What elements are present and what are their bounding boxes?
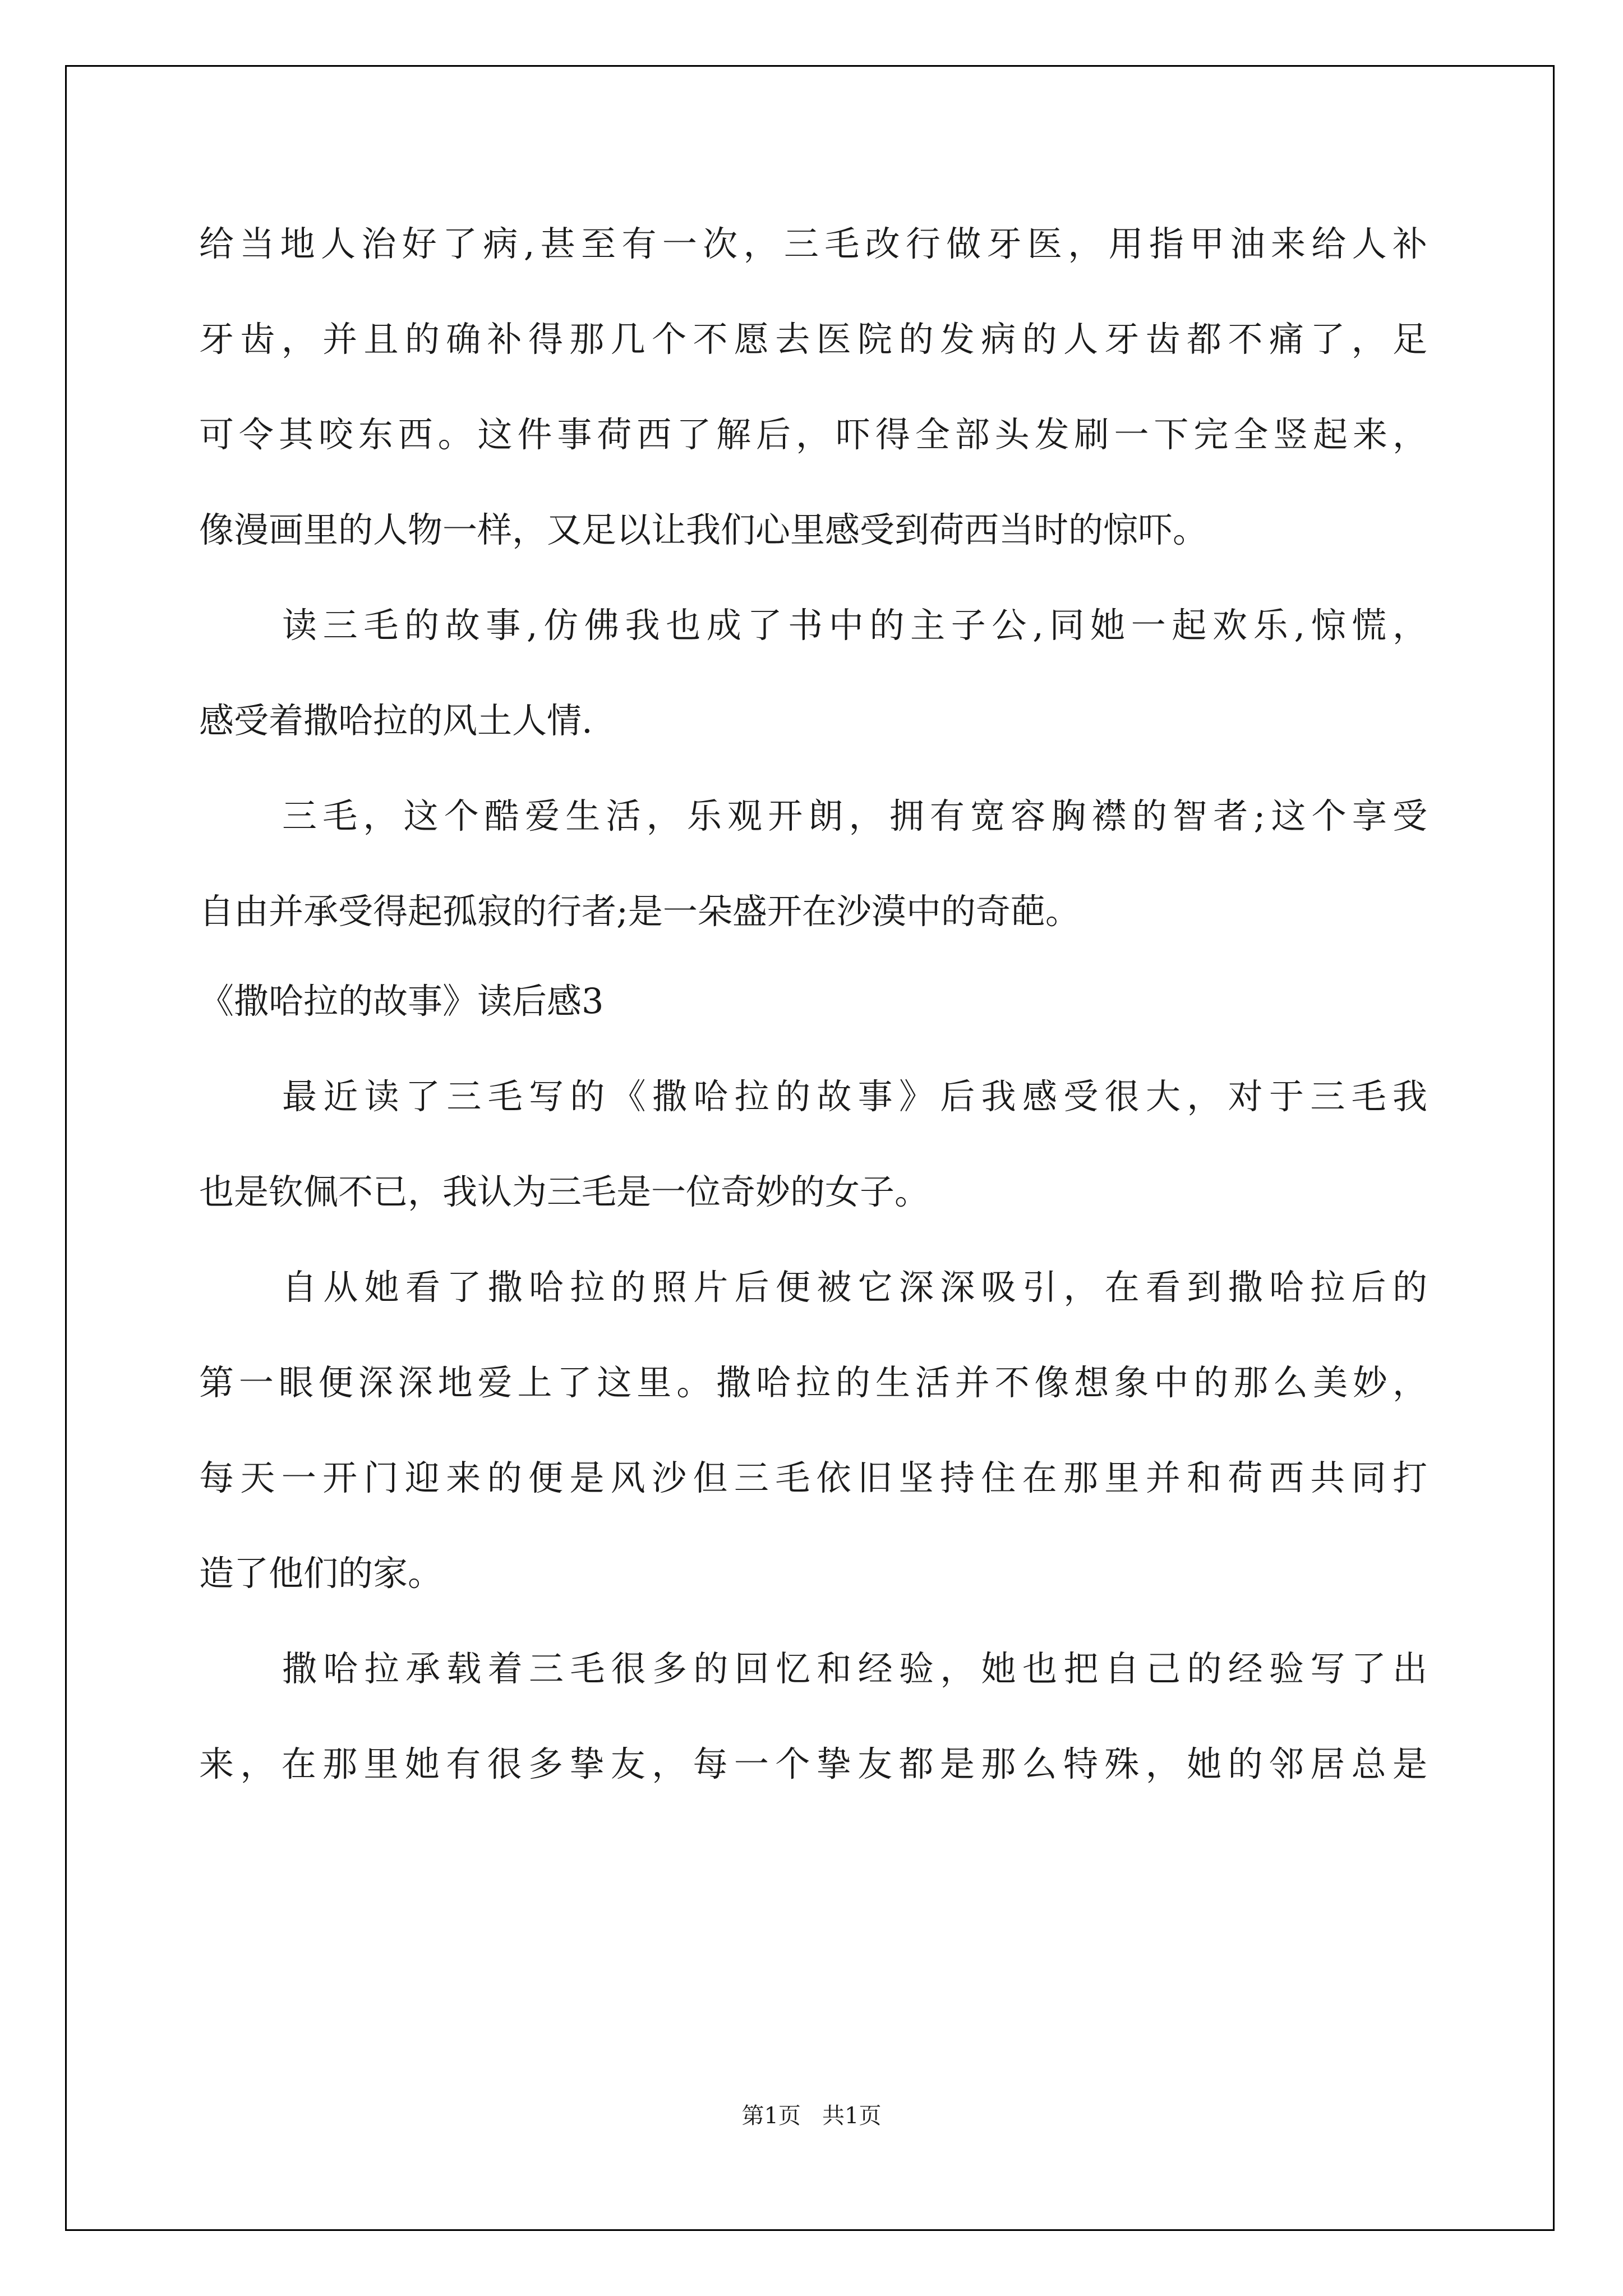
text-line: 也是钦佩不已，我认为三毛是一位奇妙的女子。 <box>199 1171 930 1212</box>
text-line: 自由并承受得起孤寂的行者;是一朵盛开在沙漠中的奇葩。 <box>199 891 1080 932</box>
page-border <box>65 65 1555 2231</box>
text-line: 造了他们的家。 <box>199 1553 443 1594</box>
paragraph-start-line: 三毛，这个酷爱生活，乐观开朗，拥有宽容胸襟的智者;这个享受 <box>282 795 1427 836</box>
text-line: 给当地人治好了病,甚至有一次，三毛改行做牙医，用指甲油来给人补 <box>199 223 1427 264</box>
paragraph-start-line: 撒哈拉承载着三毛很多的回忆和经验，她也把自己的经验写了出 <box>282 1648 1427 1689</box>
paragraph-start-line: 自从她看了撒哈拉的照片后便被它深深吸引，在看到撒哈拉后的 <box>282 1267 1427 1308</box>
section-heading: 《撒哈拉的故事》读后感3 <box>199 981 604 1022</box>
paragraph-start-line: 读三毛的故事,仿佛我也成了书中的主子公,同她一起欢乐,惊慌， <box>282 605 1427 646</box>
page-number: 第1页 共1页 <box>741 2103 882 2129</box>
text-line: 感受着撒哈拉的风土人情. <box>199 700 593 741</box>
paragraph-start-line: 最近读了三毛写的《撒哈拉的故事》后我感受很大，对于三毛我 <box>282 1076 1427 1117</box>
text-line: 牙齿，并且的确补得那几个不愿去医院的发病的人牙齿都不痛了，足 <box>199 319 1427 360</box>
text-line: 可令其咬东西。这件事荷西了解后，吓得全部头发刷一下完全竖起来， <box>199 414 1427 455</box>
text-line: 来，在那里她有很多挚友，每一个挚友都是那么特殊，她的邻居总是 <box>199 1743 1427 1784</box>
text-line: 每天一开门迎来的便是风沙但三毛依旧坚持住在那里并和荷西共同打 <box>199 1457 1427 1498</box>
text-line: 像漫画里的人物一样，又足以让我们心里感受到荷西当时的惊吓。 <box>199 509 1208 550</box>
text-line: 第一眼便深深地爱上了这里。撒哈拉的生活并不像想象中的那么美妙， <box>199 1362 1427 1403</box>
